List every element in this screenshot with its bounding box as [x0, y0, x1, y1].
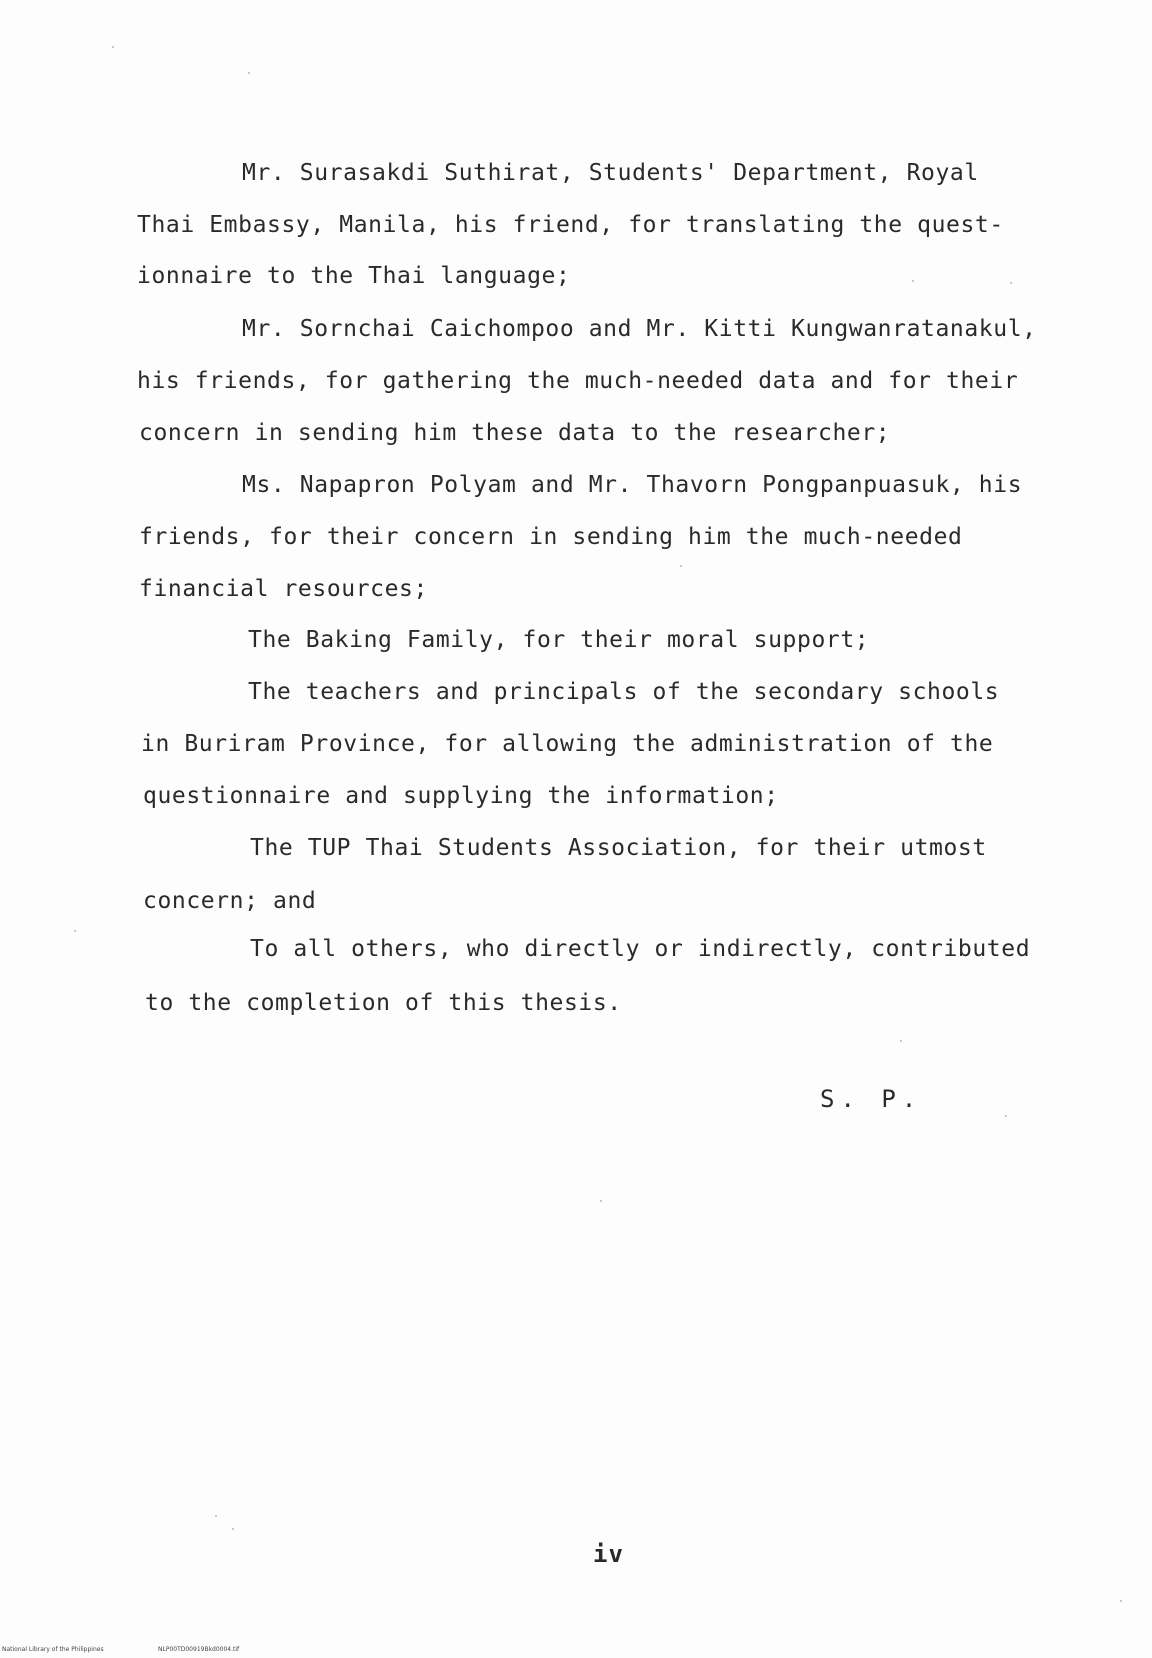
text-line: The Baking Family, for their moral support;: [248, 627, 870, 653]
scan-speck: [215, 1515, 217, 1517]
text-line: The TUP Thai Students Association, for their utmost: [250, 835, 987, 861]
scan-speck: [680, 565, 682, 567]
scan-speck: [900, 1040, 902, 1042]
text-line: concern; and: [143, 888, 317, 914]
text-line: ionnaire to the Thai language;: [137, 263, 571, 289]
text-line: Mr. Sornchai Caichompoo and Mr. Kitti Kungwanratanakul,: [242, 316, 1037, 342]
scan-speck: [74, 930, 76, 932]
text-line: in Buriram Province, for allowing the administration of the: [141, 731, 994, 757]
text-line: concern in sending him these data to the researcher;: [139, 420, 891, 446]
scan-speck: [1010, 282, 1012, 284]
scan-speck: [112, 46, 114, 48]
scan-speck: [248, 72, 250, 74]
scan-speck: [600, 1200, 602, 1202]
footer-library-name: National Library of the Philippines: [2, 1646, 104, 1653]
text-line: Thai Embassy, Manila, his friend, for translating the quest-: [137, 212, 1004, 238]
scan-speck: [912, 280, 914, 282]
footer-file-id: NLP00TD00919Bkd0004.tif: [158, 1646, 240, 1653]
text-line: Ms. Napapron Polyam and Mr. Thavorn Pongpanpuasuk, his: [242, 472, 1023, 498]
scan-speck: [1120, 1600, 1122, 1602]
scan-speck: [232, 1528, 234, 1530]
text-line: friends, for their concern in sending him the much-needed: [139, 524, 963, 550]
scan-speck: [1005, 1115, 1007, 1117]
signature-initials: S. P.: [820, 1085, 923, 1113]
text-line: financial resources;: [139, 576, 428, 602]
page-number: iv: [593, 1540, 624, 1568]
text-line: questionnaire and supplying the information;: [143, 783, 779, 809]
text-line: Mr. Surasakdi Suthirat, Students' Department, Royal: [242, 160, 979, 186]
text-line: To all others, who directly or indirectly, contributed: [250, 936, 1031, 962]
text-line: The teachers and principals of the secondary schools: [248, 679, 1000, 705]
text-line: to the completion of this thesis.: [145, 990, 622, 1016]
text-line: his friends, for gathering the much-needed data and for their: [137, 368, 1019, 394]
